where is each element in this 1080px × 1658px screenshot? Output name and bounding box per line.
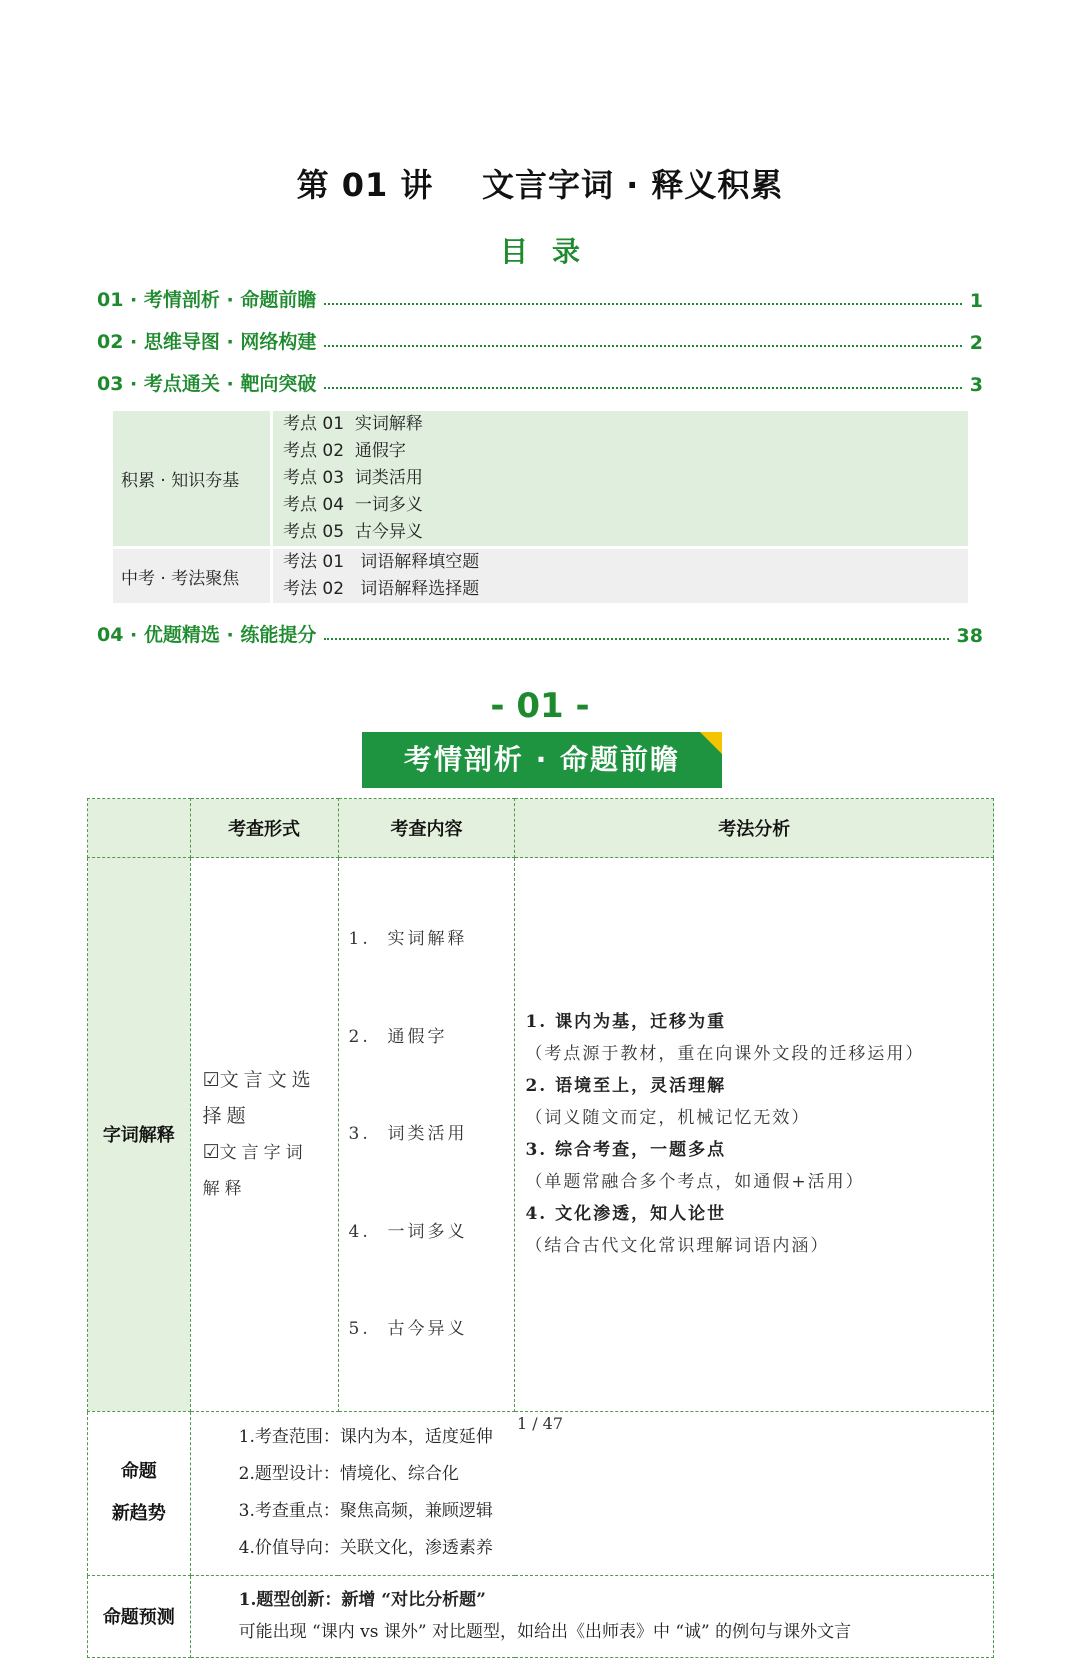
analysis-note: （考点源于教材，重在向课外文段的迁移运用）: [525, 1044, 925, 1065]
content-cell: [338, 858, 515, 1412]
toc-leader-dots: [324, 345, 961, 347]
toc-entry-page: 38: [956, 625, 983, 647]
row-label-line: 新趋势: [111, 1503, 166, 1524]
content-item: 3. 词类活用: [348, 1124, 468, 1144]
page-number: 1 / 47: [516, 1414, 564, 1433]
form-item-text: 文言文选择题: [202, 1068, 316, 1127]
section-banner: [362, 732, 722, 788]
toc-entry-label: 04 · 优题精选 · 练能提分: [97, 624, 317, 646]
table-row: [88, 858, 994, 1412]
toc-subitem[interactable]: 考法 02 词语解释选择题: [283, 579, 480, 599]
toc-entry-02[interactable]: [97, 324, 983, 354]
exam-analysis-table: [87, 798, 994, 1658]
analysis-note: （单题常融合多个考点，如通假+活用）: [525, 1172, 865, 1193]
toc-subitem[interactable]: 考点 04 一词多义: [283, 495, 423, 515]
trend-cell: [190, 1411, 993, 1575]
document-title: 第 01 讲 文言字词 · 释义积累: [296, 166, 784, 204]
trend-item: 4.价值导向：关联文化，渗透素养: [238, 1538, 493, 1558]
content-item: 2. 通假字: [348, 1026, 448, 1047]
toc-entry-page: 3: [969, 374, 983, 396]
table-row: [88, 1411, 994, 1575]
toc-subitem[interactable]: 考点 02 通假字: [283, 441, 406, 461]
content-item: 4. 一词多义: [348, 1221, 468, 1242]
column-header: 考查内容: [338, 799, 515, 858]
prediction-heading: 1.题型创新：新增 “对比分析题”: [238, 1590, 486, 1610]
toc-entry-label: 02 · 思维导图 · 网络构建: [97, 331, 317, 353]
toc-subsection-box: [113, 411, 968, 603]
toc-group-items: [273, 549, 968, 603]
toc-leader-dots: [324, 303, 961, 305]
checkbox-checked-icon: ☑: [202, 1068, 220, 1091]
analysis-point: 3. 综合考查，一题多点: [525, 1140, 727, 1161]
toc-entry-label: 01 · 考情剖析 · 命题前瞻: [97, 289, 317, 311]
toc-group-items: [273, 411, 968, 546]
toc-leader-dots: [324, 638, 948, 640]
prediction-cell: [190, 1575, 993, 1657]
trend-item: 3.考查重点：聚焦高频，兼顾逻辑: [238, 1501, 493, 1521]
toc-entry-03[interactable]: [97, 366, 983, 396]
toc-entry-01[interactable]: [97, 282, 983, 312]
row-label: [88, 1411, 191, 1575]
analysis-point: 1. 课内为基，迁移为重: [525, 1012, 727, 1033]
toc-subitem[interactable]: 考点 03 词类活用: [283, 468, 423, 488]
column-header: 考法分析: [515, 799, 994, 858]
analysis-note: （词义随文而定，机械记忆无效）: [525, 1108, 811, 1129]
checkbox-checked-icon: ☑: [202, 1140, 220, 1163]
content-item: 5. 古今异义: [348, 1319, 468, 1339]
prediction-text: 可能出现 “课内 vs 课外” 对比题型，如给出《出师表》中 “诚” 的例句与课外文言: [238, 1622, 852, 1642]
analysis-point: 2. 语境至上，灵活理解: [525, 1076, 727, 1097]
column-header: 考查形式: [190, 799, 338, 858]
toc-group-knowledge: [113, 411, 968, 546]
banner-corner-decoration: [700, 732, 722, 754]
toc-subitem[interactable]: 考点 05 古今异义: [283, 522, 423, 542]
analysis-cell: [515, 858, 994, 1412]
section-number: - 01 -: [490, 686, 590, 726]
toc-group-exam: [113, 549, 968, 603]
toc-entry-04[interactable]: [97, 617, 983, 647]
trend-item: 2.题型设计：情境化、综合化: [238, 1464, 459, 1484]
toc-entry-page: 2: [969, 332, 983, 354]
row-label: 命题预测: [88, 1575, 191, 1657]
trend-item: 1.考查范围：课内为本，适度延伸: [238, 1427, 493, 1447]
form-item: [203, 1134, 326, 1207]
section-title: 考情剖析 · 命题前瞻: [403, 743, 681, 776]
toc-entry-label: 03 · 考点通关 · 靶向突破: [97, 373, 317, 395]
analysis-point: 4. 文化渗透，知人论世: [525, 1204, 727, 1225]
table-row: [88, 1575, 994, 1657]
table-corner-cell: [88, 799, 191, 858]
row-label-line: 命题: [120, 1461, 157, 1482]
table-header-row: [88, 799, 994, 858]
toc-subitem[interactable]: 考点 01 实词解释: [283, 414, 423, 434]
toc-entry-page: 1: [969, 290, 983, 312]
form-item: [203, 1062, 326, 1134]
form-cell: [190, 858, 338, 1412]
toc-group-name: 积累 · 知识夯基: [113, 411, 270, 546]
content-item: 1. 实词解释: [348, 929, 468, 949]
toc-heading: 目录: [499, 235, 604, 268]
form-item-text: 文言字词解释: [202, 1142, 308, 1199]
toc-group-name: 中考 · 考法聚焦: [113, 549, 270, 603]
analysis-note: （结合古代文化常识理解词语内涵）: [525, 1236, 830, 1257]
row-label: 字词解释: [88, 858, 191, 1412]
toc-subitem[interactable]: 考法 01 词语解释填空题: [283, 552, 480, 572]
toc-leader-dots: [324, 387, 961, 389]
